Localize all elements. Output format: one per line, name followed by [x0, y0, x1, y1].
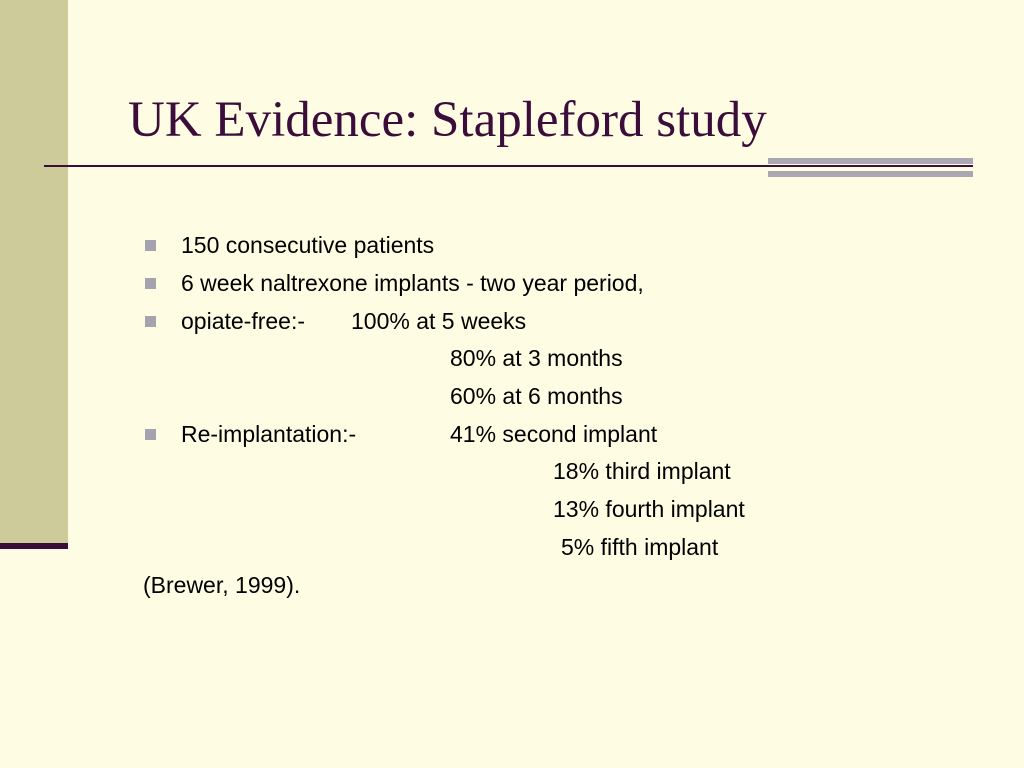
opiate-free-continuation-line: 80% at 3 months [450, 345, 623, 371]
title-underline-grey-accent [768, 158, 973, 178]
grey-accent-line-bottom [768, 171, 973, 177]
bullet-naltrexone-implants: 6 week naltrexone implants - two year period, [181, 270, 644, 296]
bullet-reimplantation-label: Re-implantation:- [181, 421, 357, 447]
reimplantation-value: 41% second implant [450, 421, 658, 447]
slide-title: UK Evidence: Stapleford study [128, 92, 767, 148]
reimplantation-continuation-line: 5% fifth implant [561, 534, 719, 560]
bullet-consecutive-patients: 150 consecutive patients [181, 232, 435, 258]
left-band-accent-bar [0, 543, 68, 549]
grey-accent-line-top [768, 158, 973, 164]
opiate-free-continuation-line: 60% at 6 months [450, 383, 623, 409]
reimplantation-continuation-line: 18% third implant [553, 458, 731, 484]
bullet-opiate-free-label: opiate-free:- [181, 308, 306, 334]
bullet-square-icon [145, 278, 156, 289]
left-decorative-band [0, 0, 68, 545]
opiate-free-value: 100% at 5 weeks [351, 308, 527, 334]
citation: (Brewer, 1999). [143, 572, 301, 598]
bullet-square-icon [145, 429, 156, 440]
bullet-square-icon [145, 316, 156, 327]
reimplantation-continuation-line: 13% fourth implant [553, 496, 745, 522]
bullet-square-icon [145, 240, 156, 251]
